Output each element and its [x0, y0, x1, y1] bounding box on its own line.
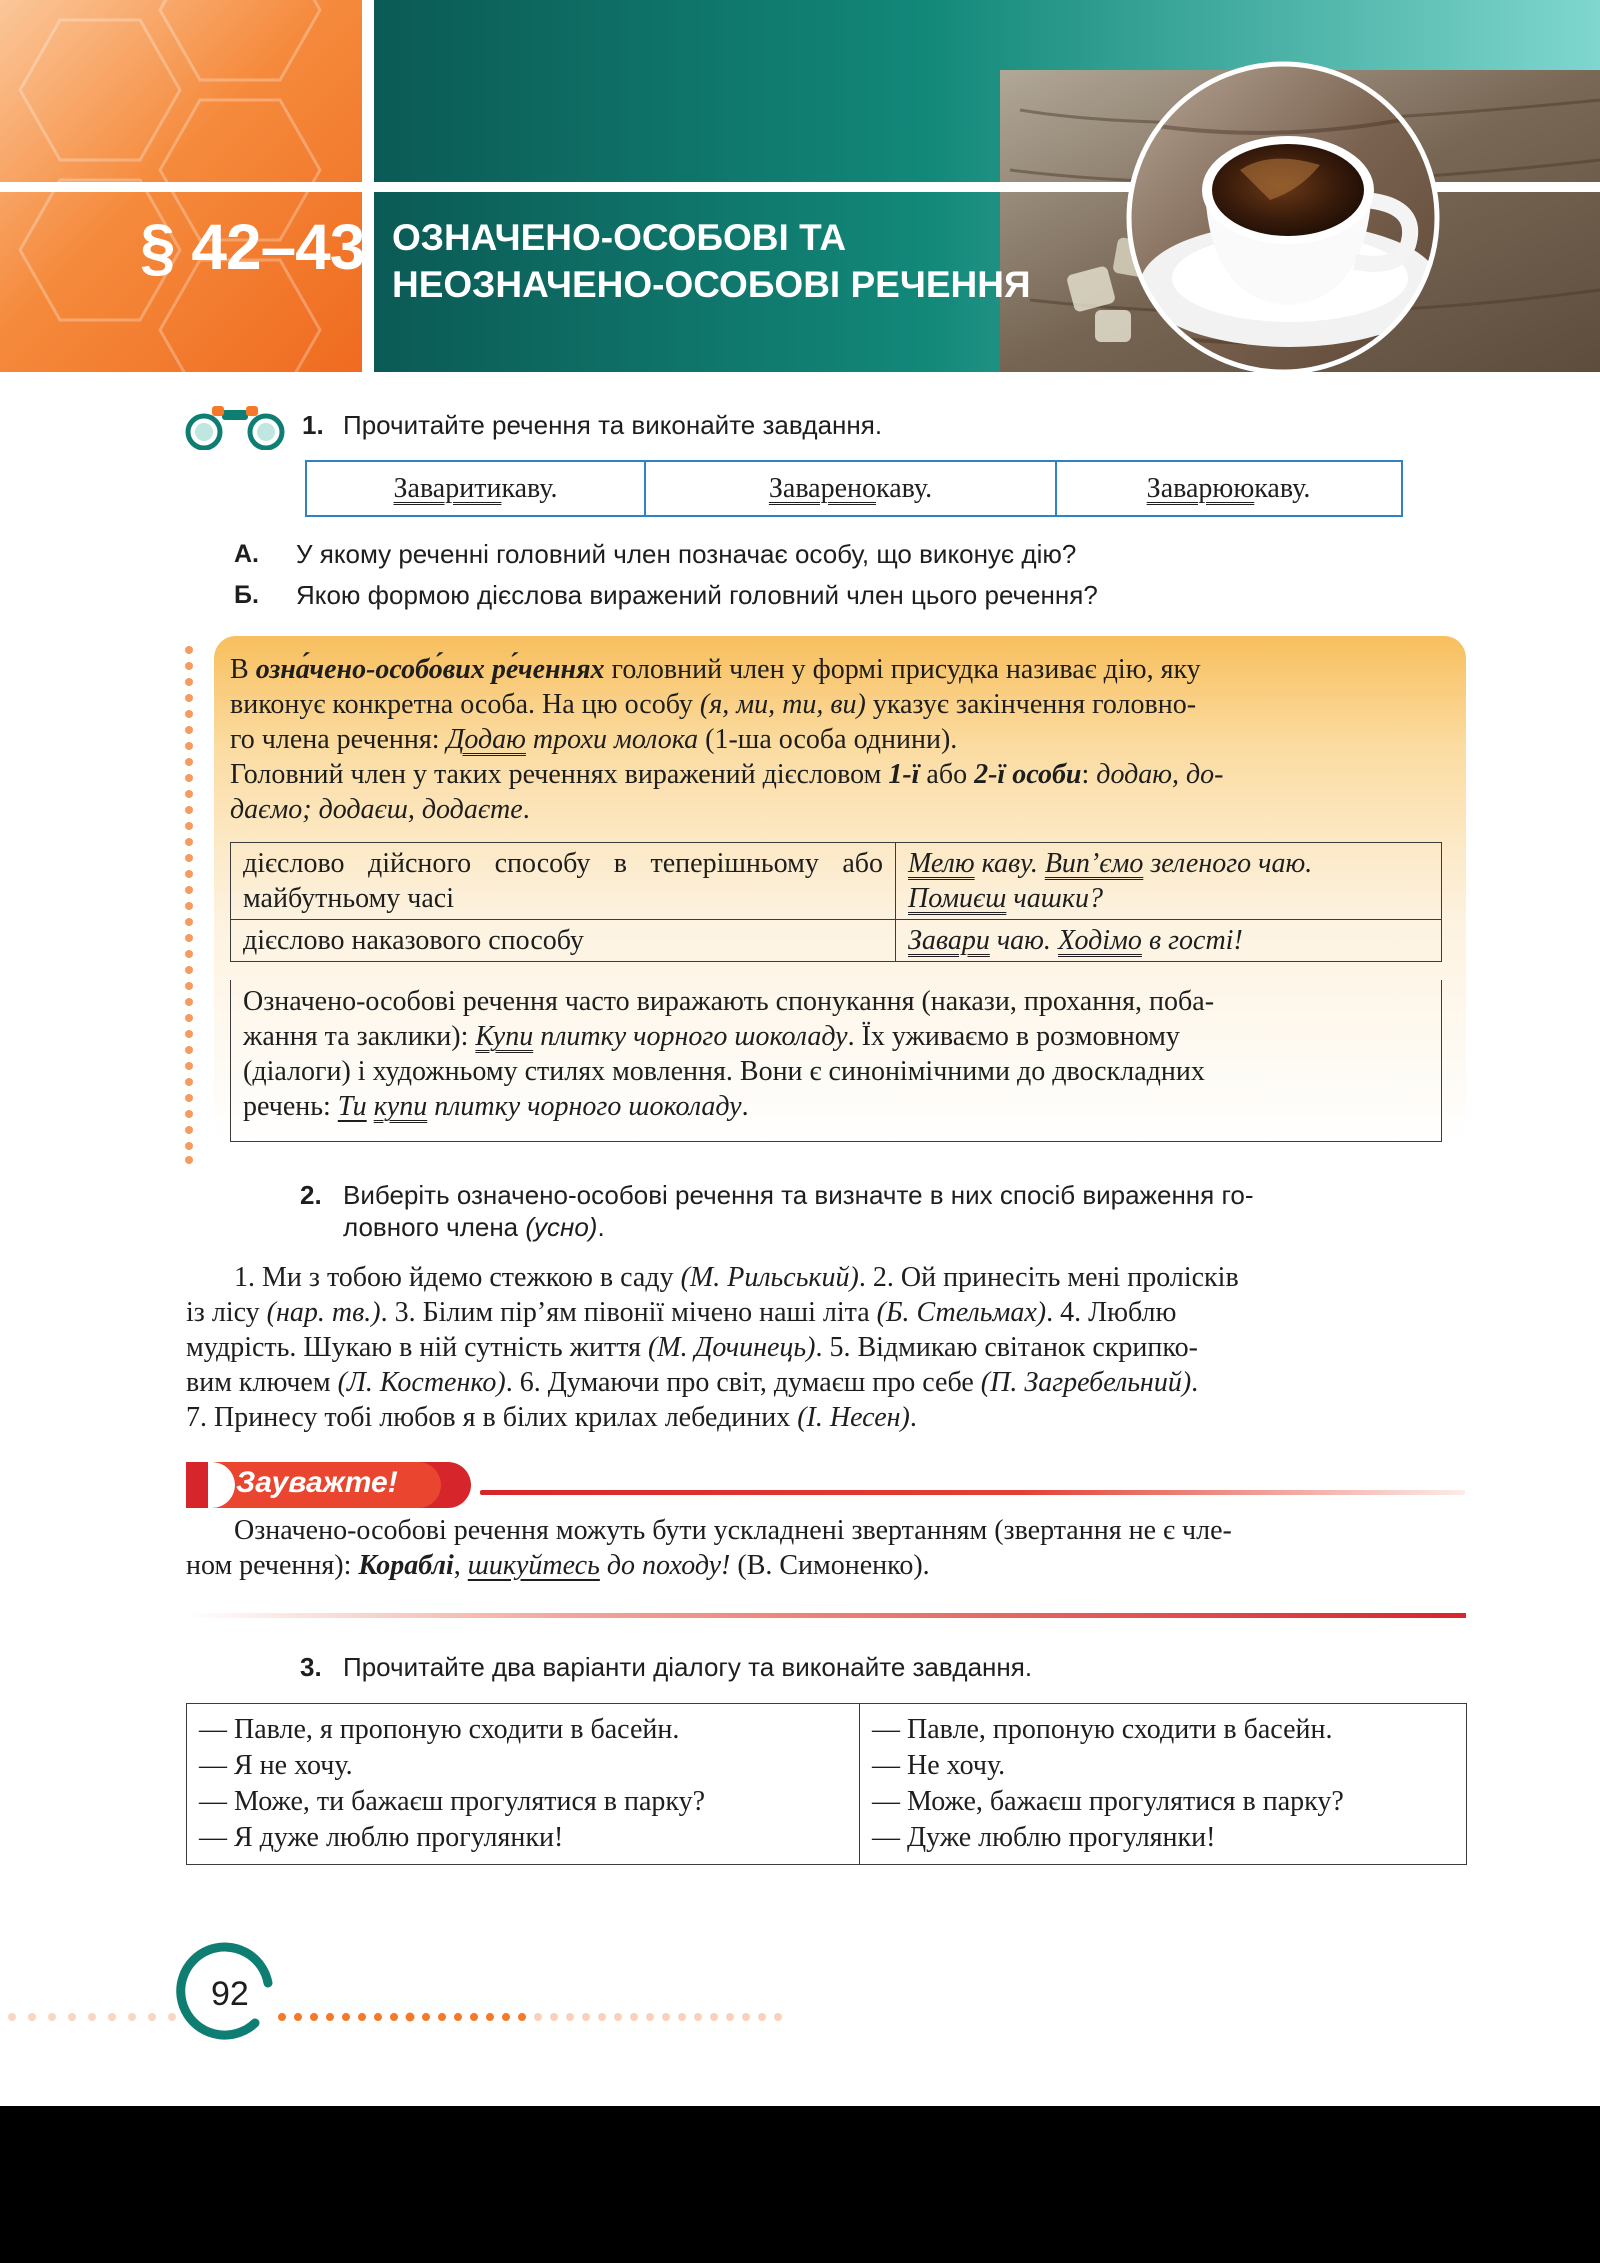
note-label: Зауважте! [236, 1466, 398, 1499]
question-b: Якою формою дієслова виражений головний член цього речення? [296, 580, 1098, 610]
dialogue-line: — Дуже люблю прогулянки! [872, 1822, 1216, 1853]
page-title-line2: НЕОЗНАЧЕНО-ОСОБОВІ РЕЧЕННЯ [392, 264, 1031, 305]
question-a-label: А. [234, 540, 259, 568]
table-cell: Мелю каву. Вип’ємо зеленого чаю. Помиєш чашки? [896, 843, 1442, 920]
theory-table [230, 842, 1442, 962]
exercise-2-number: 2. [300, 1180, 322, 1210]
table-row [231, 920, 1442, 962]
dialogue-line: — Павле, я пропоную сходити в басейн. [199, 1714, 680, 1745]
binoculars-icon [184, 404, 289, 450]
header-banner [0, 0, 1600, 372]
theory-note-line: Означено-особові речення часто виражають спонукання (накази, прохання, поба- [243, 986, 1215, 1017]
question-b-label: Б. [234, 581, 259, 609]
table-cell: дієслово дійсного способу в теперішньому або майбутньому часі [231, 843, 896, 920]
exercise-1-number: 1. [302, 410, 324, 440]
exercise-1-table [305, 460, 1403, 517]
exercise-2-text-line: мудрість. Шукаю в ній сутність життя (М. Дочинець). 5. Відмикаю світанок скрипко- [186, 1332, 1198, 1363]
dialogue-variant-2 [860, 1704, 1465, 1864]
exercise-3-instruction: Прочитайте два варіанти діалогу та виконайте завдання. [343, 1652, 1033, 1682]
theory-note-line: жання та заклики): Купи плитку чорного шоколаду. Їх уживаємо в розмовному [243, 1021, 1180, 1052]
exercise-1-instruction: Прочитайте речення та виконайте завдання. [343, 410, 883, 440]
dialogue-variant-1 [187, 1704, 860, 1864]
table-cell: Заварити каву. [307, 462, 646, 515]
table-cell: Заварюю каву. [1146, 472, 1311, 504]
exercise-3-number: 3. [300, 1652, 322, 1682]
exercise-2-instruction-l1: Виберіть означено-особові речення та визначте в них спосіб вираження го- [343, 1180, 1254, 1210]
theory-note [230, 980, 1442, 1142]
exercise-2-text-line: із лісу (нар. тв.). 3. Білим пір’ям півонії мічено наші літа (Б. Стельмах). 4. Люблю [186, 1297, 1177, 1328]
page-number: 92 [211, 1975, 249, 2013]
note-bottom-divider [186, 1613, 1466, 1618]
table-cell: Завари чаю. Ходімо в гості! [896, 920, 1442, 962]
exercise-2-instruction-l2: ловного члена (усно). [343, 1212, 605, 1242]
exercise-2-text-line: 7. Принесу тобі любов я в білих крилах лебединих (І. Несен). [186, 1402, 917, 1433]
page-title-line1: ОЗНАЧЕНО-ОСОБОВІ ТА [392, 217, 847, 258]
theory-text [230, 652, 1442, 827]
dialogue-line: — Я дуже люблю прогулянки! [199, 1822, 564, 1853]
page-bottom-band [0, 2106, 1600, 2263]
theory-line: даємо; додаєш, додаєте. [230, 794, 530, 825]
question-a: У якому реченні головний член позначає особу, що виконує дію? [296, 539, 1077, 569]
note-text-line: ном речення): Кораблі, шикуйтесь до походу! (В. Симоненко). [186, 1550, 930, 1581]
dialogue-table [186, 1703, 1467, 1865]
dotted-margin-line [184, 645, 194, 1165]
table-cell: Заварено каву. [646, 462, 1057, 515]
theory-line: В озна́чено-особо́вих ре́ченнях головний член у формі присудка називає дію, яку [230, 654, 1201, 685]
theory-line: го члена речення: Додаю трохи молока (1-ша особа однини). [230, 724, 958, 755]
theory-note-line: (діалоги) і художньому стилях мовлення. Вони є синонімічними до двоскладних [243, 1056, 1205, 1087]
dialogue-line: — Павле, пропоную сходити в басейн. [872, 1714, 1333, 1745]
table-row [231, 843, 1442, 920]
page-number-badge [0, 1905, 820, 2045]
theory-line: виконує конкретна особа. На цю особу (я, ми, ти, ви) указує закінчення головно- [230, 689, 1197, 720]
paragraph-number: § 42–43 [140, 211, 365, 283]
dialogue-line: — Я не хочу. [199, 1750, 353, 1781]
theory-note-line: речень: Ти купи плитку чорного шоколаду. [243, 1091, 749, 1122]
exercise-2-text-line: вим ключем (Л. Костенко). 6. Думаючи про світ, думаєш про себе (П. Загребельний). [186, 1367, 1199, 1398]
dialogue-line: — Не хочу. [872, 1750, 1006, 1781]
note-divider [480, 1490, 1465, 1495]
exercise-2-text-line: 1. Ми з тобою йдемо стежкою в саду (М. Рильський). 2. Ой принесіть мені пролісків [234, 1262, 1239, 1293]
dialogue-line: — Може, ти бажаєш прогулятися в парку? [199, 1786, 706, 1817]
dialogue-line: — Може, бажаєш прогулятися в парку? [872, 1786, 1344, 1817]
table-cell: дієслово наказового способу [231, 920, 896, 962]
note-text-line: Означено-особові речення можуть бути ускладнені звертанням (звертання не є чле- [234, 1515, 1232, 1546]
theory-line: Головний член у таких реченнях виражений дієсловом 1-ї або 2-ї особи: додаю, до- [230, 759, 1224, 790]
